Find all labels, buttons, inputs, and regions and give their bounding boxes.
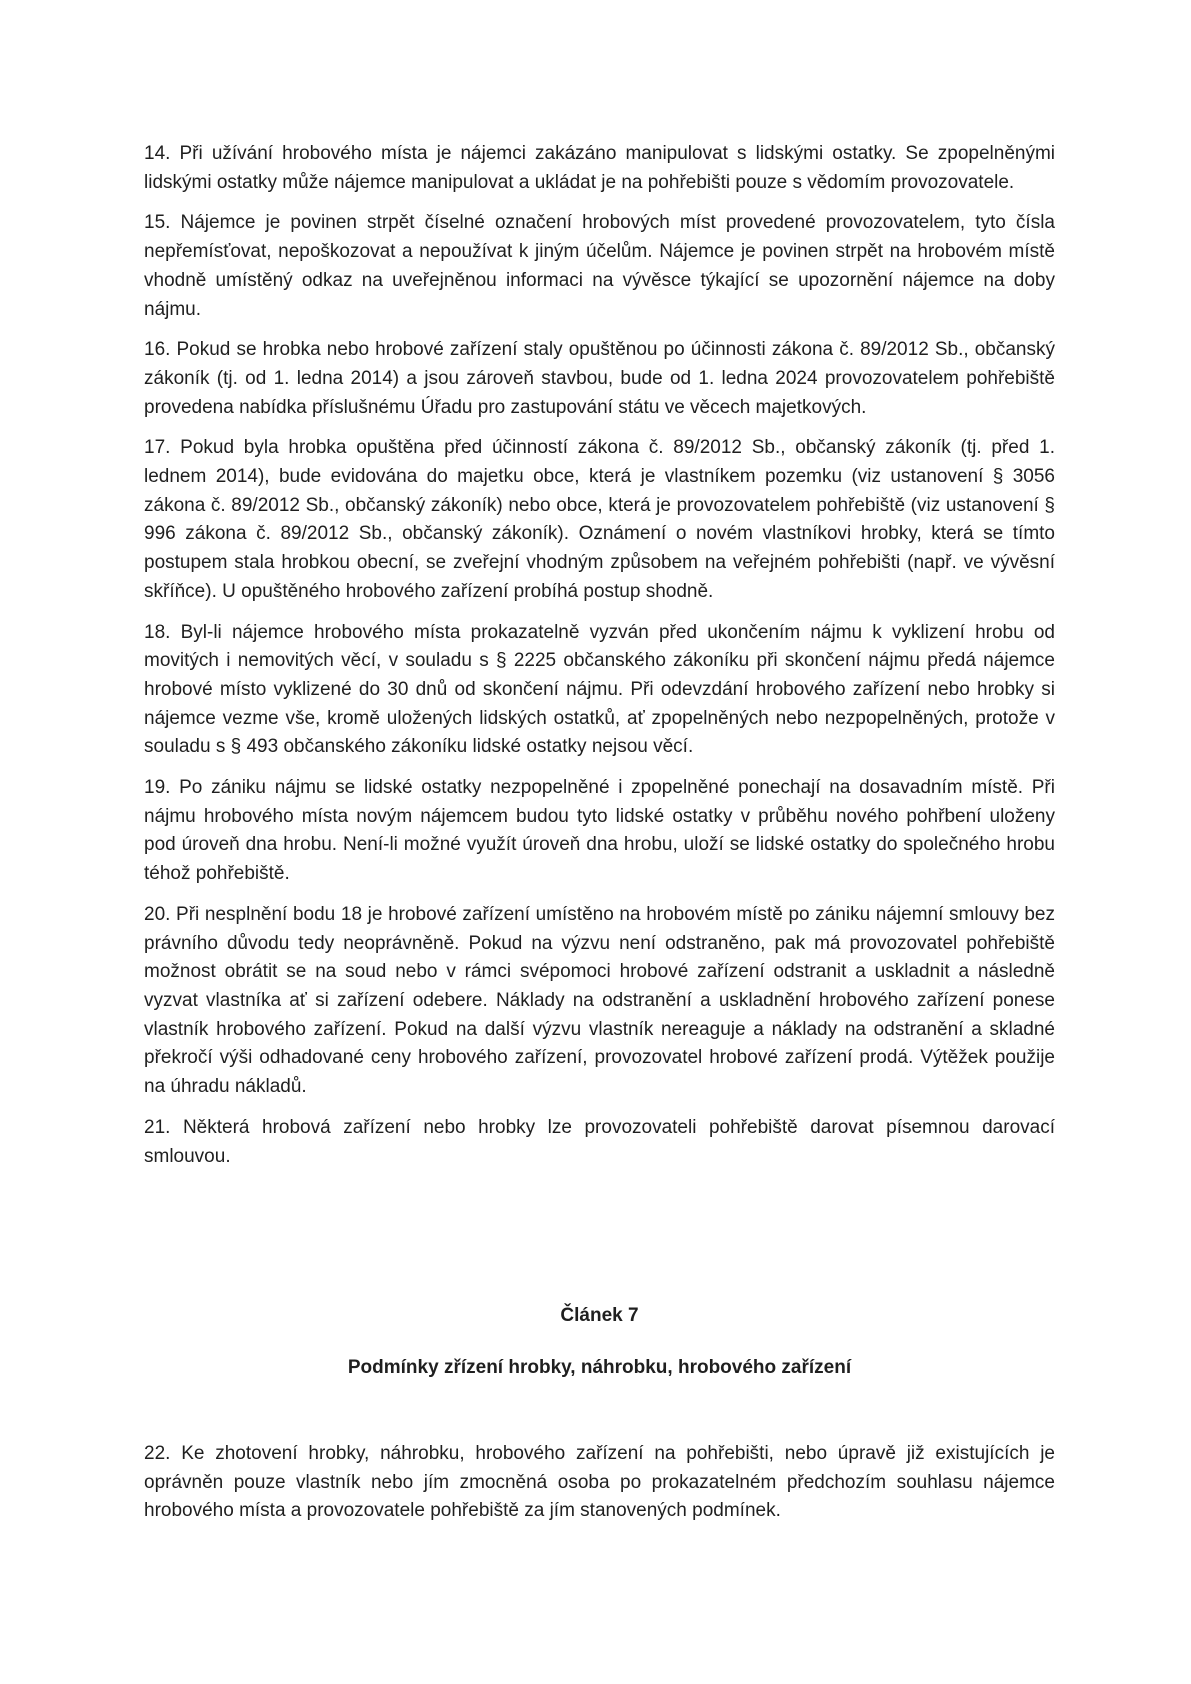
paragraph-14: 14. Při užívání hrobového místa je nájemci zakázáno manipulovat s lidskými ostatky. Se zpopelněnými lidskými ostatky může nájemce manipulovat a ukládat je na pohřebišti pouze s vědomím provozovatele. [144, 143, 1055, 193]
article-number-heading: Článek 7 [560, 1305, 639, 1326]
document-body [144, 140, 1055, 1183]
paragraph-16: 16. Pokud se hrobka nebo hrobové zařízení staly opuštěnou po účinnosti zákona č. 89/2012 Sb., občanský zákoník (tj. od 1. ledna 2014) a jsou zároveň stavbou, bude od 1. ledna 2024 provozovatelem pohřebiště provedena nabídka příslušnému Úřadu pro zastupování státu ve věcech majetkových. [144, 339, 1055, 418]
document-body-continued [144, 1440, 1055, 1538]
paragraph-19: 19. Po zániku nájmu se lidské ostatky nezpopelněné i zpopelněné ponechají na dosavadním místě. Při nájmu hrobového místa novým nájemcem budou tyto lidské ostatky v průběhu nového pohřbení uloženy pod úroveň dna hrobu. Není-li možné využít úroveň dna hrobu, uloží se lidské ostatky do společného hrobu téhož pohřebiště. [144, 777, 1055, 885]
paragraph-15: 15. Nájemce je povinen strpět číselné označení hrobových míst provedené provozovatelem, tyto čísla nepřemísťovat, nepoškozovat a nepoužívat k jiným účelům. Nájemce je povinen strpět na hrobovém místě vhodně umístěný odkaz na uveřejněnou informaci na vývěsce týkající se upozornění nájemce na doby nájmu. [144, 212, 1055, 320]
paragraph-21: 21. Některá hrobová zařízení nebo hrobky lze provozovateli pohřebiště darovat písemnou darovací smlouvou. [144, 1116, 1055, 1167]
paragraph-22: 22. Ke zhotovení hrobky, náhrobku, hrobového zařízení na pohřebišti, nebo úpravě již existujících je oprávněn pouze vlastník nebo jím zmocněná osoba po prokazatelném předchozím souhlasu nájemce hrobového místa a provozovatele pohřebiště za jím stanovených podmínek. [144, 1443, 1055, 1522]
paragraph-17: 17. Pokud byla hrobka opuštěna před účinností zákona č. 89/2012 Sb., občanský zákoník (tj. před 1. lednem 2014), bude evidována do majetku obce, která je vlastníkem pozemku (viz ustanovení § 3056 zákona č. 89/2012 Sb., občanský zákoník) nebo obce, která je provozovatelem pohřebiště (viz ustanovení § 996 zákona č. 89/2012 Sb., občanský zákoník). Oznámení o novém vlastníkovi hrobky, která se tímto postupem stala hrobkou obecní, se zveřejní vhodným způsobem na veřejném pohřebišti (např. ve vývěsní skříňce). U opuštěného hrobového zařízení probíhá postup shodně. [144, 437, 1055, 602]
paragraph-20: 20. Při nesplnění bodu 18 je hrobové zařízení umístěno na hrobovém místě po zániku nájemní smlouvy bez právního důvodu tedy neoprávněně. Pokud na výzvu není odstraněno, pak má provozovatel pohřebiště možnost obrátit se na soud nebo v rámci svépomoci hrobové zařízení odstranit a uskladnit a následně vyzvat vlastníka ať si zařízení odebere. Náklady na odstranění a uskladnění hrobového zařízení ponese vlastník hrobového zařízení. Pokud na další výzvu vlastník nereaguje a náklady na odstranění a skladné překročí výši odhadované ceny hrobového zařízení, provozovatel hrobové zařízení prodá. Výtěžek použije na úhradu nákladů. [144, 903, 1055, 1098]
article-title-heading: Podmínky zřízení hrobky, náhrobku, hrobového zařízení [347, 1357, 852, 1378]
paragraph-18: 18. Byl-li nájemce hrobového místa prokazatelně vyzván před ukončením nájmu k vyklizení hrobu od movitých i nemovitých věcí, v souladu s § 2225 občanského zákoníku při skončení nájmu předá nájemce hrobové místo vyklizené do 30 dnů od skončení nájmu. Při odevzdání hrobového zařízení nebo hrobky si nájemce vezme vše, kromě uložených lidských ostatků, ať zpopelněných nebo nezpopelněných, protože v souladu s § 493 občanského zákoníku lidské ostatky nejsou věcí. [144, 621, 1055, 758]
